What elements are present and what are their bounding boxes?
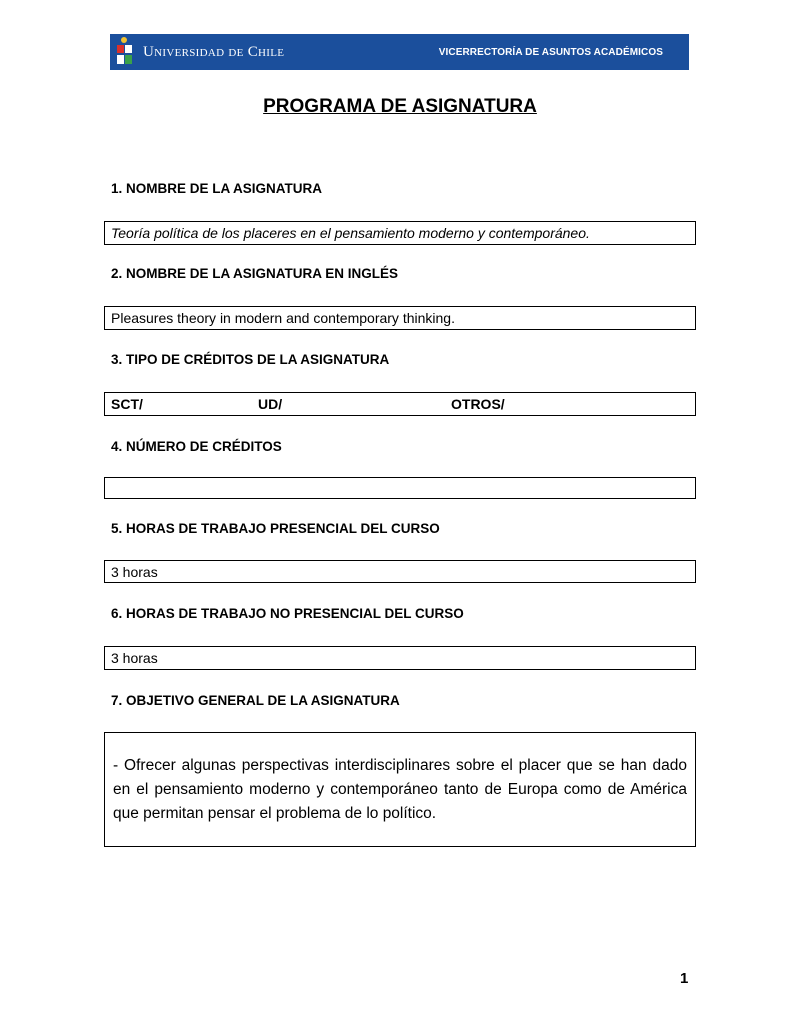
objective-box: - Ofrecer algunas perspectivas interdisciplinares sobre el placer que se han dado en el pensamiento moderno y contemporáneo tanto de Europa como de América que permitan pensar el problema de lo político. <box>104 732 696 847</box>
section-5-heading: 5. HORAS DE TRABAJO PRESENCIAL DEL CURSO <box>111 521 440 536</box>
vicerrectoria-label: VICERRECTORÍA DE ASUNTOS ACADÉMICOS <box>438 46 663 58</box>
credit-sct-label: SCT/ <box>111 396 143 412</box>
credit-otros-label: OTROS/ <box>451 396 505 412</box>
section-3-heading: 3. TIPO DE CRÉDITOS DE LA ASIGNATURA <box>111 352 390 367</box>
presential-hours-box: 3 horas <box>104 560 696 583</box>
university-name: Universidad de Chile <box>143 43 285 60</box>
course-name-box: Teoría política de los placeres en el pensamiento moderno y contemporáneo. <box>104 221 696 245</box>
section-1-heading: 1. NOMBRE DE LA ASIGNATURA <box>111 181 323 196</box>
non-presential-hours-box: 3 horas <box>104 646 696 670</box>
header-banner <box>110 34 689 70</box>
university-logo-icon <box>115 37 135 67</box>
section-2-heading: 2. NOMBRE DE LA ASIGNATURA EN INGLÉS <box>111 266 399 281</box>
section-7-heading: 7. OBJETIVO GENERAL DE LA ASIGNATURA <box>111 693 400 708</box>
credit-ud-label: UD/ <box>258 396 283 412</box>
section-6-heading: 6. HORAS DE TRABAJO NO PRESENCIAL DEL CURSO <box>111 606 464 621</box>
course-name-english-box: Pleasures theory in modern and contemporary thinking. <box>104 306 696 330</box>
page-number: 1 <box>680 970 689 987</box>
page-title: PROGRAMA DE ASIGNATURA <box>263 96 537 117</box>
credits-number-box <box>104 477 696 499</box>
credit-type-box <box>104 392 696 416</box>
section-4-heading: 4. NÚMERO DE CRÉDITOS <box>111 439 282 454</box>
